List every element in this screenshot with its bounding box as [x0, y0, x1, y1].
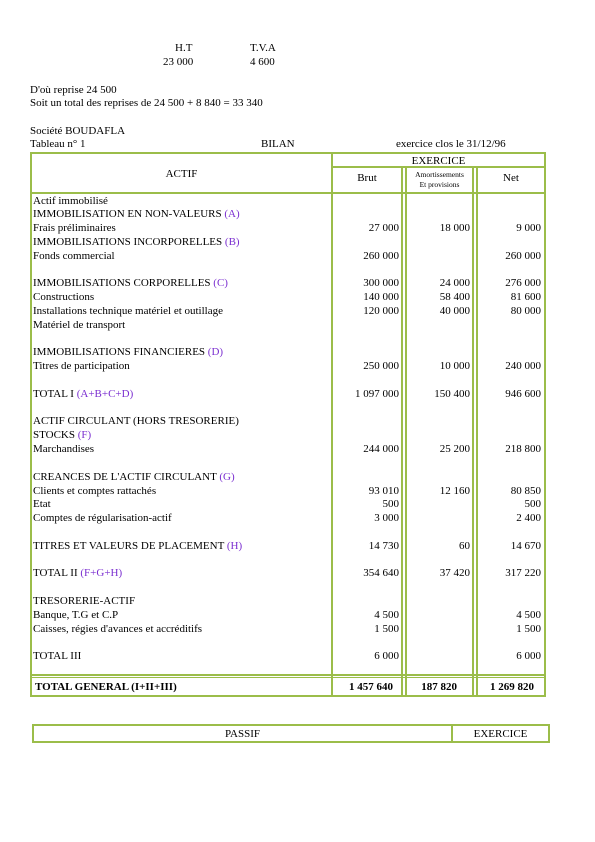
row-label: Marchandises	[33, 443, 95, 455]
row-label: Matériel de transport	[33, 319, 126, 331]
cell-brut: 120 000	[363, 305, 399, 317]
head-net: Net	[503, 172, 519, 184]
cell-brut: 6 000	[374, 650, 399, 662]
cell-amort: 25 200	[439, 443, 470, 455]
cell-net: 9 000	[516, 222, 541, 234]
cell-brut: 354 640	[363, 567, 399, 579]
cell-amort: 60	[459, 540, 470, 552]
row-label: Comptes de régularisation-actif	[33, 512, 172, 524]
cell-brut: 1 500	[374, 623, 399, 635]
total-label: TOTAL III	[33, 650, 82, 662]
row-label: Clients et comptes rattachés	[33, 485, 157, 497]
cell-net: 1 269 820	[490, 681, 534, 693]
cell-net: 240 000	[505, 360, 541, 372]
reprise-line: D'où reprise 24 500	[30, 84, 117, 96]
tableau-number: Tableau n° 1	[30, 138, 86, 150]
head-passif-exercice: EXERCICE	[473, 728, 528, 740]
cell-amort: 24 000	[439, 277, 470, 289]
head-passif: PASSIF	[224, 728, 261, 740]
head-brut: Brut	[357, 172, 377, 184]
cell-net: 80 850	[510, 485, 541, 497]
cell-brut: 27 000	[368, 222, 399, 234]
cell-net: 1 500	[516, 623, 541, 635]
cell-amort: 10 000	[439, 360, 470, 372]
head-actif: ACTIF	[165, 168, 198, 180]
header-ht: H.T	[175, 42, 193, 54]
row-label: Installations technique matériel et outillage	[33, 305, 223, 317]
cell-net: 4 500	[516, 609, 541, 621]
section-label: ACTIF CIRCULANT (HORS TRESORERIE)	[33, 415, 239, 427]
cell-brut: 500	[382, 498, 399, 510]
section-label: IMMOBILISATION EN NON-VALEURS (A)	[33, 208, 240, 220]
header-ht-value: 23 000	[163, 56, 194, 68]
section-label: STOCKS (F)	[33, 429, 92, 441]
cell-net: 276 000	[505, 277, 541, 289]
section-label: TITRES ET VALEURS DE PLACEMENT (H)	[33, 540, 243, 552]
cell-brut: 3 000	[374, 512, 399, 524]
total-label: TOTAL I (A+B+C+D)	[33, 388, 134, 400]
cell-net: 80 000	[510, 305, 541, 317]
cell-net: 500	[524, 498, 541, 510]
cell-amort: 187 820	[421, 681, 457, 693]
head-provisions: Et provisions	[419, 180, 460, 189]
cell-amort: 12 160	[439, 485, 470, 497]
head-amortissements: Amortissements	[415, 170, 464, 179]
cell-net: 81 600	[510, 291, 541, 303]
row-label: Constructions	[33, 291, 95, 303]
section-label: IMMOBILISATIONS CORPORELLES (C)	[33, 277, 228, 289]
cell-amort: 150 400	[434, 388, 470, 400]
header-tva: T.V.A	[250, 42, 276, 54]
row-label: Frais préliminaires	[33, 222, 116, 234]
cell-brut: 140 000	[363, 291, 399, 303]
total-reprises-line: Soit un total des reprises de 24 500 + 8 840 = 33 340	[30, 97, 263, 109]
section-label: TRESORERIE-ACTIF	[33, 595, 136, 607]
cell-amort: 18 000	[439, 222, 470, 234]
row-label: Fonds commercial	[33, 250, 115, 262]
cell-brut: 300 000	[363, 277, 399, 289]
exercice-clos: exercice clos le 31/12/96	[396, 138, 506, 150]
head-exercice: EXERCICE	[411, 155, 466, 167]
header-tva-value: 4 600	[250, 56, 275, 68]
cell-brut: 260 000	[363, 250, 399, 262]
row-label: Titres de participation	[33, 360, 130, 372]
cell-brut: 1 097 000	[355, 388, 399, 400]
cell-net: 260 000	[505, 250, 541, 262]
section-label: IMMOBILISATIONS INCORPORELLES (B)	[33, 236, 240, 248]
cell-net: 6 000	[516, 650, 541, 662]
cell-amort: 37 420	[439, 567, 470, 579]
cell-amort: 40 000	[439, 305, 470, 317]
section-label: CREANCES DE L'ACTIF CIRCULANT (G)	[33, 471, 235, 483]
cell-brut: 1 457 640	[349, 681, 393, 693]
bilan-title: BILAN	[261, 138, 295, 150]
row-label: Etat	[33, 498, 51, 510]
cell-brut: 14 730	[368, 540, 399, 552]
cell-net: 946 600	[505, 388, 541, 400]
cell-net: 14 670	[510, 540, 541, 552]
cell-amort: 58 400	[439, 291, 470, 303]
cell-brut: 93 010	[368, 485, 399, 497]
row-label: Banque, T.G et C.P	[33, 609, 119, 621]
cell-brut: 250 000	[363, 360, 399, 372]
row-label: Caisses, régies d'avances et accréditifs	[33, 623, 203, 635]
total-general-label: TOTAL GENERAL (I+II+III)	[35, 681, 177, 693]
total-label: TOTAL II (F+G+H)	[33, 567, 123, 579]
cell-net: 218 800	[505, 443, 541, 455]
cell-net: 2 400	[516, 512, 541, 524]
cell-brut: 4 500	[374, 609, 399, 621]
section-label: IMMOBILISATIONS FINANCIERES (D)	[33, 346, 224, 358]
cell-net: 317 220	[505, 567, 541, 579]
cell-brut: 244 000	[363, 443, 399, 455]
row-label: Actif immobilisé	[33, 195, 108, 207]
company-name: Société BOUDAFLA	[30, 125, 126, 137]
